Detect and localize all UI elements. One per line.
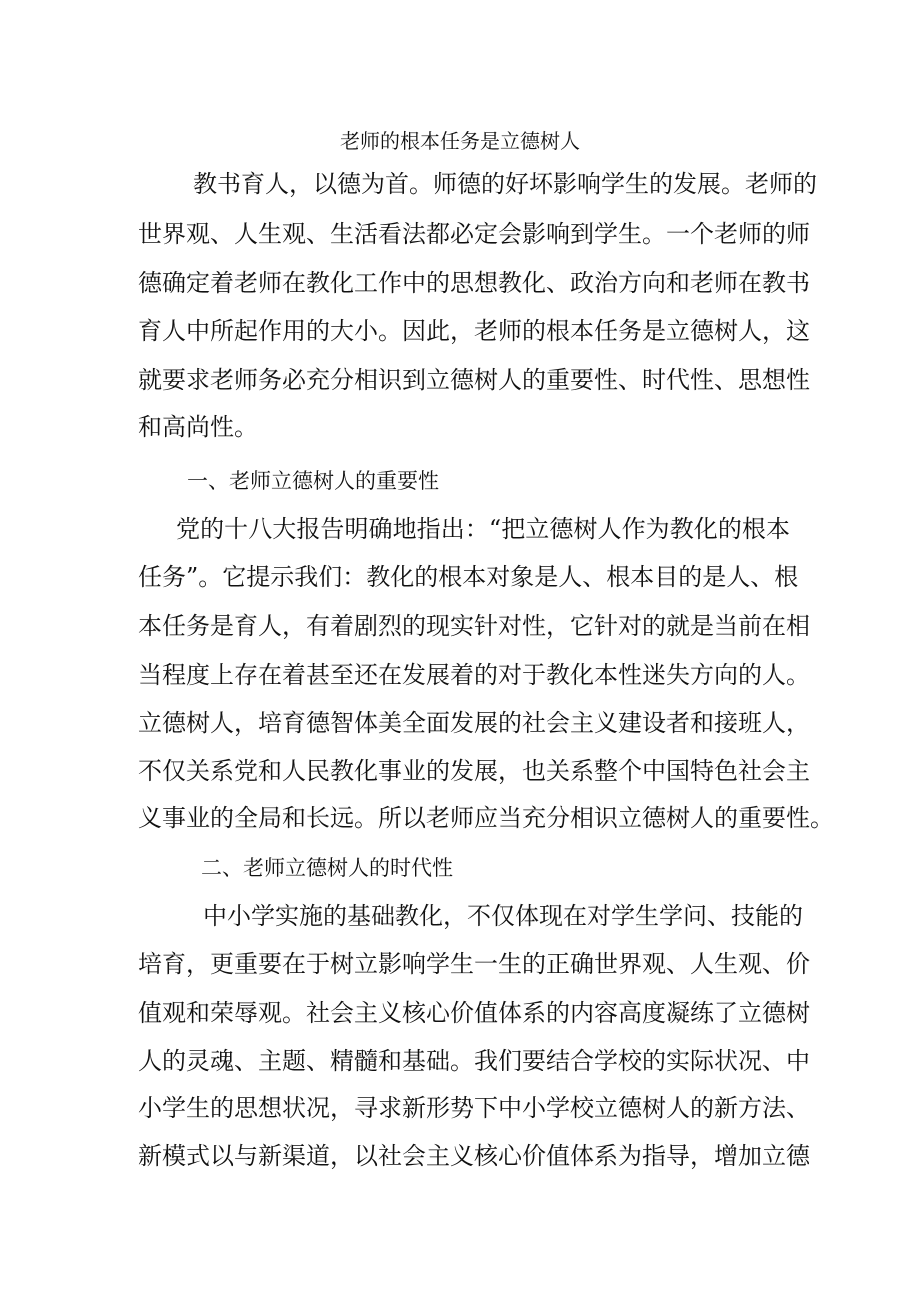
paragraph-3-line-3: 值观和荣辱观。社会主义核心价值体系的内容高度凝练了立德树 xyxy=(138,999,810,1027)
paragraph-1-line-2: 世界观、人生观、生活看法都必定会影响到学生。一个老师的师 xyxy=(138,220,810,248)
section-heading-1: 一、老师立德树人的重要性 xyxy=(187,469,439,493)
paragraph-2-line-7: 义事业的全局和长远。所以老师应当充分相识立德树人的重要性。 xyxy=(138,804,834,832)
paragraph-3-line-5: 小学生的思想状况，寻求新形势下中小学校立德树人的新方法、 xyxy=(138,1094,810,1122)
paragraph-3-line-6: 新模式以与新渠道，以社会主义核心价值体系为指导，增加立德 xyxy=(138,1142,810,1170)
paragraph-2-line-4: 当程度上存在着甚至还在发展着的对于教化本性迷失方向的人。 xyxy=(138,661,810,689)
document-title: 老师的根本任务是立德树人 xyxy=(340,129,580,153)
paragraph-3-line-4: 人的灵魂、主题、精髓和基础。我们要结合学校的实际状况、中 xyxy=(138,1047,810,1075)
paragraph-2-line-6: 不仅关系党和人民教化事业的发展，也关系整个中国特色社会主 xyxy=(138,757,810,785)
paragraph-1-line-1: 教书育人，以德为首。师德的好坏影响学生的发展。老师的 xyxy=(193,170,817,198)
paragraph-2-line-1: 党的十八大报告明确地指出：“把立德树人作为教化的根本 xyxy=(176,515,790,543)
paragraph-2-line-3: 本任务是育人，有着剧烈的现实针对性，它针对的就是当前在相 xyxy=(138,612,810,640)
section-heading-2: 二、老师立德树人的时代性 xyxy=(201,856,453,880)
paragraph-1-line-5: 就要求老师务必充分相识到立德树人的重要性、时代性、思想性 xyxy=(138,366,810,394)
paragraph-2-line-2: 任务”。它提示我们：教化的根本对象是人、根本目的是人、根 xyxy=(138,563,799,591)
paragraph-1-line-4: 育人中所起作用的大小。因此，老师的根本任务是立德树人，这 xyxy=(138,317,810,345)
paragraph-1-line-3: 德确定着老师在教化工作中的思想教化、政治方向和老师在教书 xyxy=(138,269,810,297)
paragraph-3-line-1: 中小学实施的基础教化，不仅体现在对学生学问、技能的 xyxy=(203,902,803,930)
paragraph-3-line-2: 培育，更重要在于树立影响学生一生的正确世界观、人生观、价 xyxy=(138,950,810,978)
paragraph-1-line-6: 和高尚性。 xyxy=(138,413,258,441)
paragraph-2-line-5: 立德树人，培育德智体美全面发展的社会主义建设者和接班人， xyxy=(138,709,810,737)
